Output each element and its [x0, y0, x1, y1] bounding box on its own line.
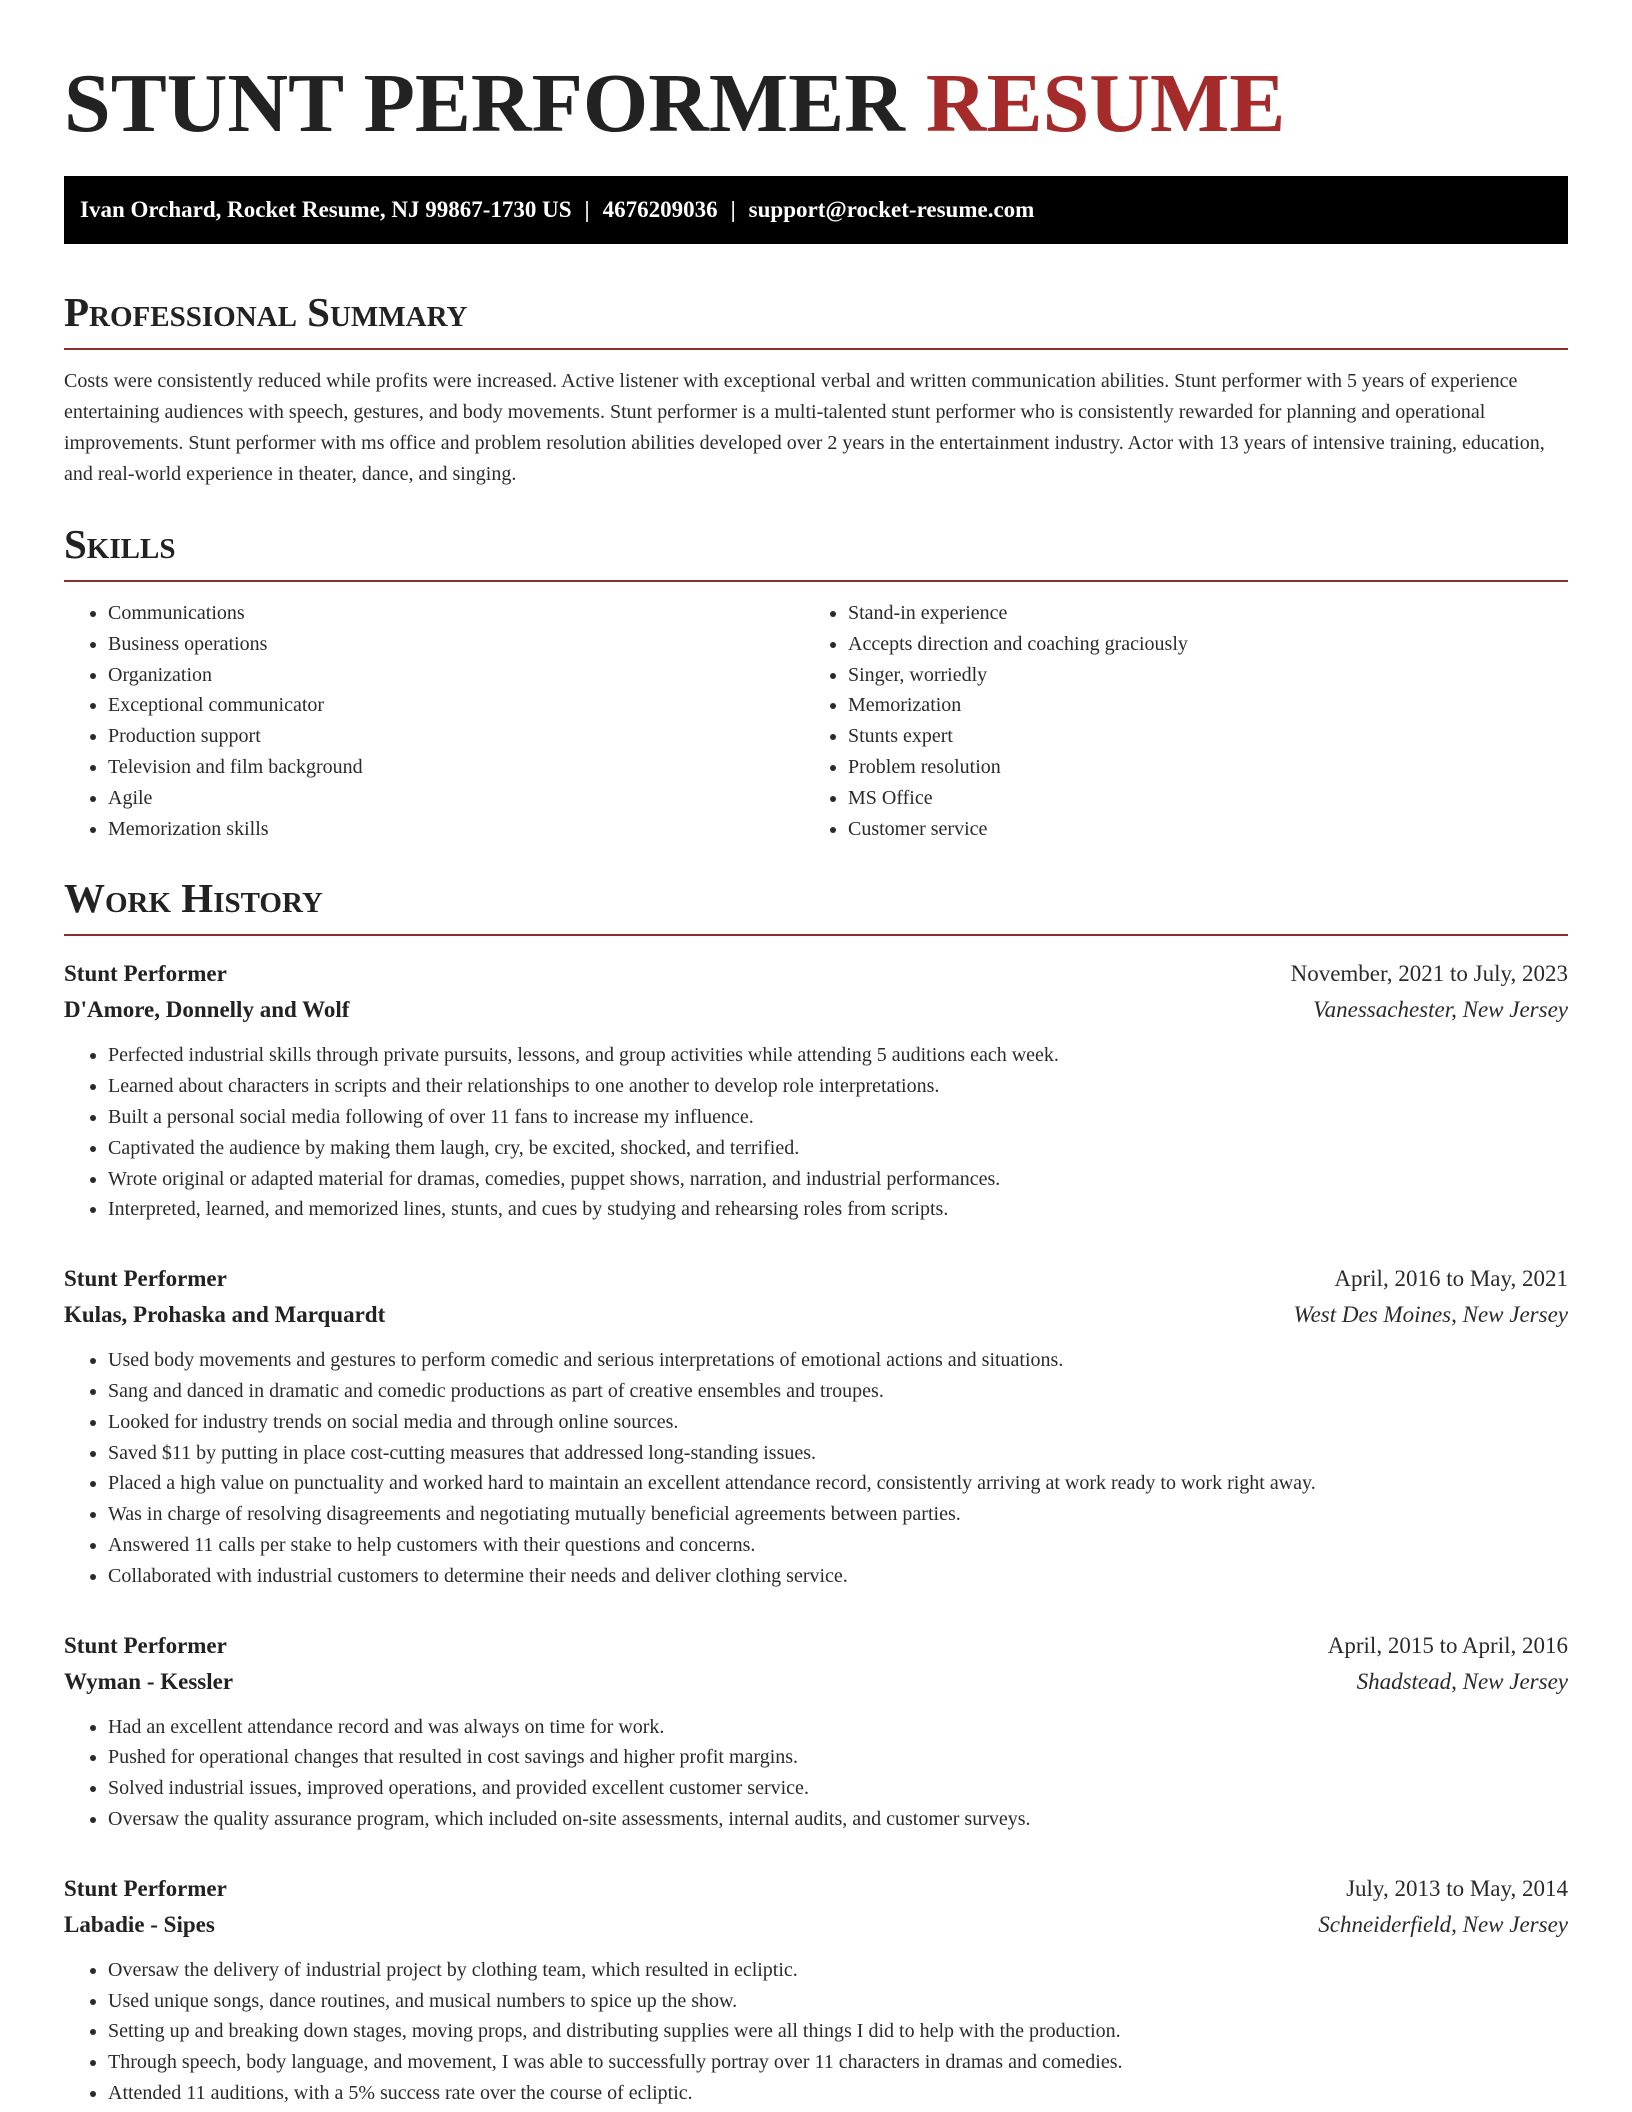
job-dates: April, 2015 to April, 2016	[1327, 1632, 1568, 1658]
job-entry	[64, 956, 1568, 1225]
skill-item: • Customer service	[848, 814, 1568, 845]
job-bullets	[64, 1712, 1568, 1835]
job-bullet: • Sang and danced in dramatic and comedic productions as part of creative ensembles and troupes.	[108, 1376, 1568, 1407]
contact-separator: |	[730, 197, 736, 222]
job-title: Stunt Performer	[64, 961, 227, 987]
contact-phone: 4676209036	[602, 197, 718, 222]
job-bullet: • Was in charge of resolving disagreements and negotiating mutually beneficial agreements between parties.	[108, 1499, 1568, 1530]
skill-item: • MS Office	[848, 783, 1568, 814]
job-bullet: • Interpreted, learned, and memorized lines, stunts, and cues by studying and rehearsing roles from scripts.	[108, 1194, 1568, 1225]
contact-bar	[64, 176, 1568, 244]
title-accent: RESUME	[925, 57, 1286, 150]
skill-item: • Exceptional communicator	[108, 690, 804, 721]
skill-item: • Stunts expert	[848, 721, 1568, 752]
job-location: Schneiderfield, New Jersey	[1318, 1911, 1568, 1937]
skill-item: • Memorization skills	[108, 814, 804, 845]
job-title: Stunt Performer	[64, 1632, 227, 1658]
skills-heading: Skills	[64, 520, 1568, 582]
summary-heading: Professional Summary	[64, 288, 1568, 350]
job-bullet: • Setting up and breaking down stages, moving props, and distributing supplies were all things I did to help with the production.	[108, 2016, 1568, 2047]
skill-item: • Communications	[108, 598, 804, 629]
resume-title	[64, 0, 1568, 176]
job-bullets	[64, 1040, 1568, 1225]
job-entry	[64, 1871, 1568, 2109]
job-bullet: • Wrote original or adapted material for dramas, comedies, puppet shows, narration, and industrial performances.	[108, 1164, 1568, 1195]
contact-separator: |	[584, 197, 590, 222]
job-bullet: • Perfected industrial skills through private pursuits, lessons, and group activities while attending 5 auditions each week.	[108, 1040, 1568, 1071]
skill-item: • Singer, worriedly	[848, 660, 1568, 691]
skill-item: • Television and film background	[108, 752, 804, 783]
skills-column-left	[64, 598, 804, 844]
job-location: West Des Moines, New Jersey	[1293, 1302, 1568, 1328]
summary-text: Costs were consistently reduced while profits were increased. Active listener with exceptional verbal and written communication abilities. Stunt performer with 5 years of experience entertaining audiences with speech, gestures, and body movements. Stunt performer is a multi-talented stunt performer who is consistently rewarded for planning and operational improvements. Stunt performer with ms office and problem resolution abilities developed over 2 years in the entertainment industry. Actor with 13 years of intensive training, education, and real-world experience in theater, dance, and singing.	[64, 370, 1545, 485]
skills-list	[64, 598, 1568, 844]
job-entry	[64, 1628, 1568, 1835]
skill-item: • Agile	[108, 783, 804, 814]
job-company: Kulas, Prohaska and Marquardt	[64, 1302, 386, 1328]
job-location: Vanessachester, New Jersey	[1313, 997, 1568, 1023]
skill-item: • Business operations	[108, 629, 804, 660]
job-bullet: • Solved industrial issues, improved operations, and provided excellent customer service.	[108, 1773, 1568, 1804]
job-bullet: • Saved $11 by putting in place cost-cutting measures that addressed long-standing issues.	[108, 1438, 1568, 1469]
skill-item: • Stand-in experience	[848, 598, 1568, 629]
job-bullet: • Had an excellent attendance record and was always on time for work.	[108, 1712, 1568, 1743]
job-company: D'Amore, Donnelly and Wolf	[64, 997, 350, 1023]
job-bullet: • Learned about characters in scripts and their relationships to one another to develop role interpretations.	[108, 1071, 1568, 1102]
job-bullet: • Collaborated with industrial customers to determine their needs and deliver clothing service.	[108, 1561, 1568, 1592]
job-bullet: • Oversaw the delivery of industrial project by clothing team, which resulted in ecliptic.	[108, 1955, 1568, 1986]
contact-address: Ivan Orchard, Rocket Resume, NJ 99867-1730 US	[80, 197, 572, 222]
job-bullet: • Through speech, body language, and movement, I was able to successfully portray over 11 characters in dramas and comedies.	[108, 2047, 1568, 2078]
skill-item: • Production support	[108, 721, 804, 752]
title-main: STUNT PERFORMER	[64, 57, 905, 150]
job-location: Shadstead, New Jersey	[1356, 1668, 1568, 1694]
skill-item: • Accepts direction and coaching graciously	[848, 629, 1568, 660]
job-bullet: • Answered 11 calls per stake to help customers with their questions and concerns.	[108, 1530, 1568, 1561]
job-bullets	[64, 1345, 1568, 1591]
job-bullets	[64, 1955, 1568, 2109]
job-bullet: • Placed a high value on punctuality and worked hard to maintain an excellent attendance record, consistently arriving at work ready to work right away.	[108, 1468, 1568, 1499]
job-company: Labadie - Sipes	[64, 1911, 215, 1937]
work-history-heading: Work History	[64, 874, 1568, 936]
skill-item: • Organization	[108, 660, 804, 691]
job-entry	[64, 1261, 1568, 1591]
contact-email: support@rocket-resume.com	[748, 197, 1035, 222]
job-bullet: • Captivated the audience by making them laugh, cry, be excited, shocked, and terrified.	[108, 1133, 1568, 1164]
job-bullet: • Pushed for operational changes that resulted in cost savings and higher profit margins.	[108, 1742, 1568, 1773]
job-title: Stunt Performer	[64, 1875, 227, 1901]
job-dates: July, 2013 to May, 2014	[1346, 1875, 1568, 1901]
job-title: Stunt Performer	[64, 1266, 227, 1292]
job-bullet: • Built a personal social media following of over 11 fans to increase my influence.	[108, 1102, 1568, 1133]
job-dates: April, 2016 to May, 2021	[1334, 1266, 1568, 1292]
job-dates: November, 2021 to July, 2023	[1290, 961, 1568, 987]
job-company: Wyman - Kessler	[64, 1668, 234, 1694]
skills-column-right	[804, 598, 1568, 844]
job-bullet: • Attended 11 auditions, with a 5% success rate over the course of ecliptic.	[108, 2078, 1568, 2109]
skill-item: • Memorization	[848, 690, 1568, 721]
job-bullet: • Looked for industry trends on social media and through online sources.	[108, 1407, 1568, 1438]
job-bullet: • Used body movements and gestures to perform comedic and serious interpretations of emotional actions and situations.	[108, 1345, 1568, 1376]
job-bullet: • Oversaw the quality assurance program, which included on-site assessments, internal audits, and customer surveys.	[108, 1804, 1568, 1835]
skill-item: • Problem resolution	[848, 752, 1568, 783]
job-bullet: • Used unique songs, dance routines, and musical numbers to spice up the show.	[108, 1986, 1568, 2017]
